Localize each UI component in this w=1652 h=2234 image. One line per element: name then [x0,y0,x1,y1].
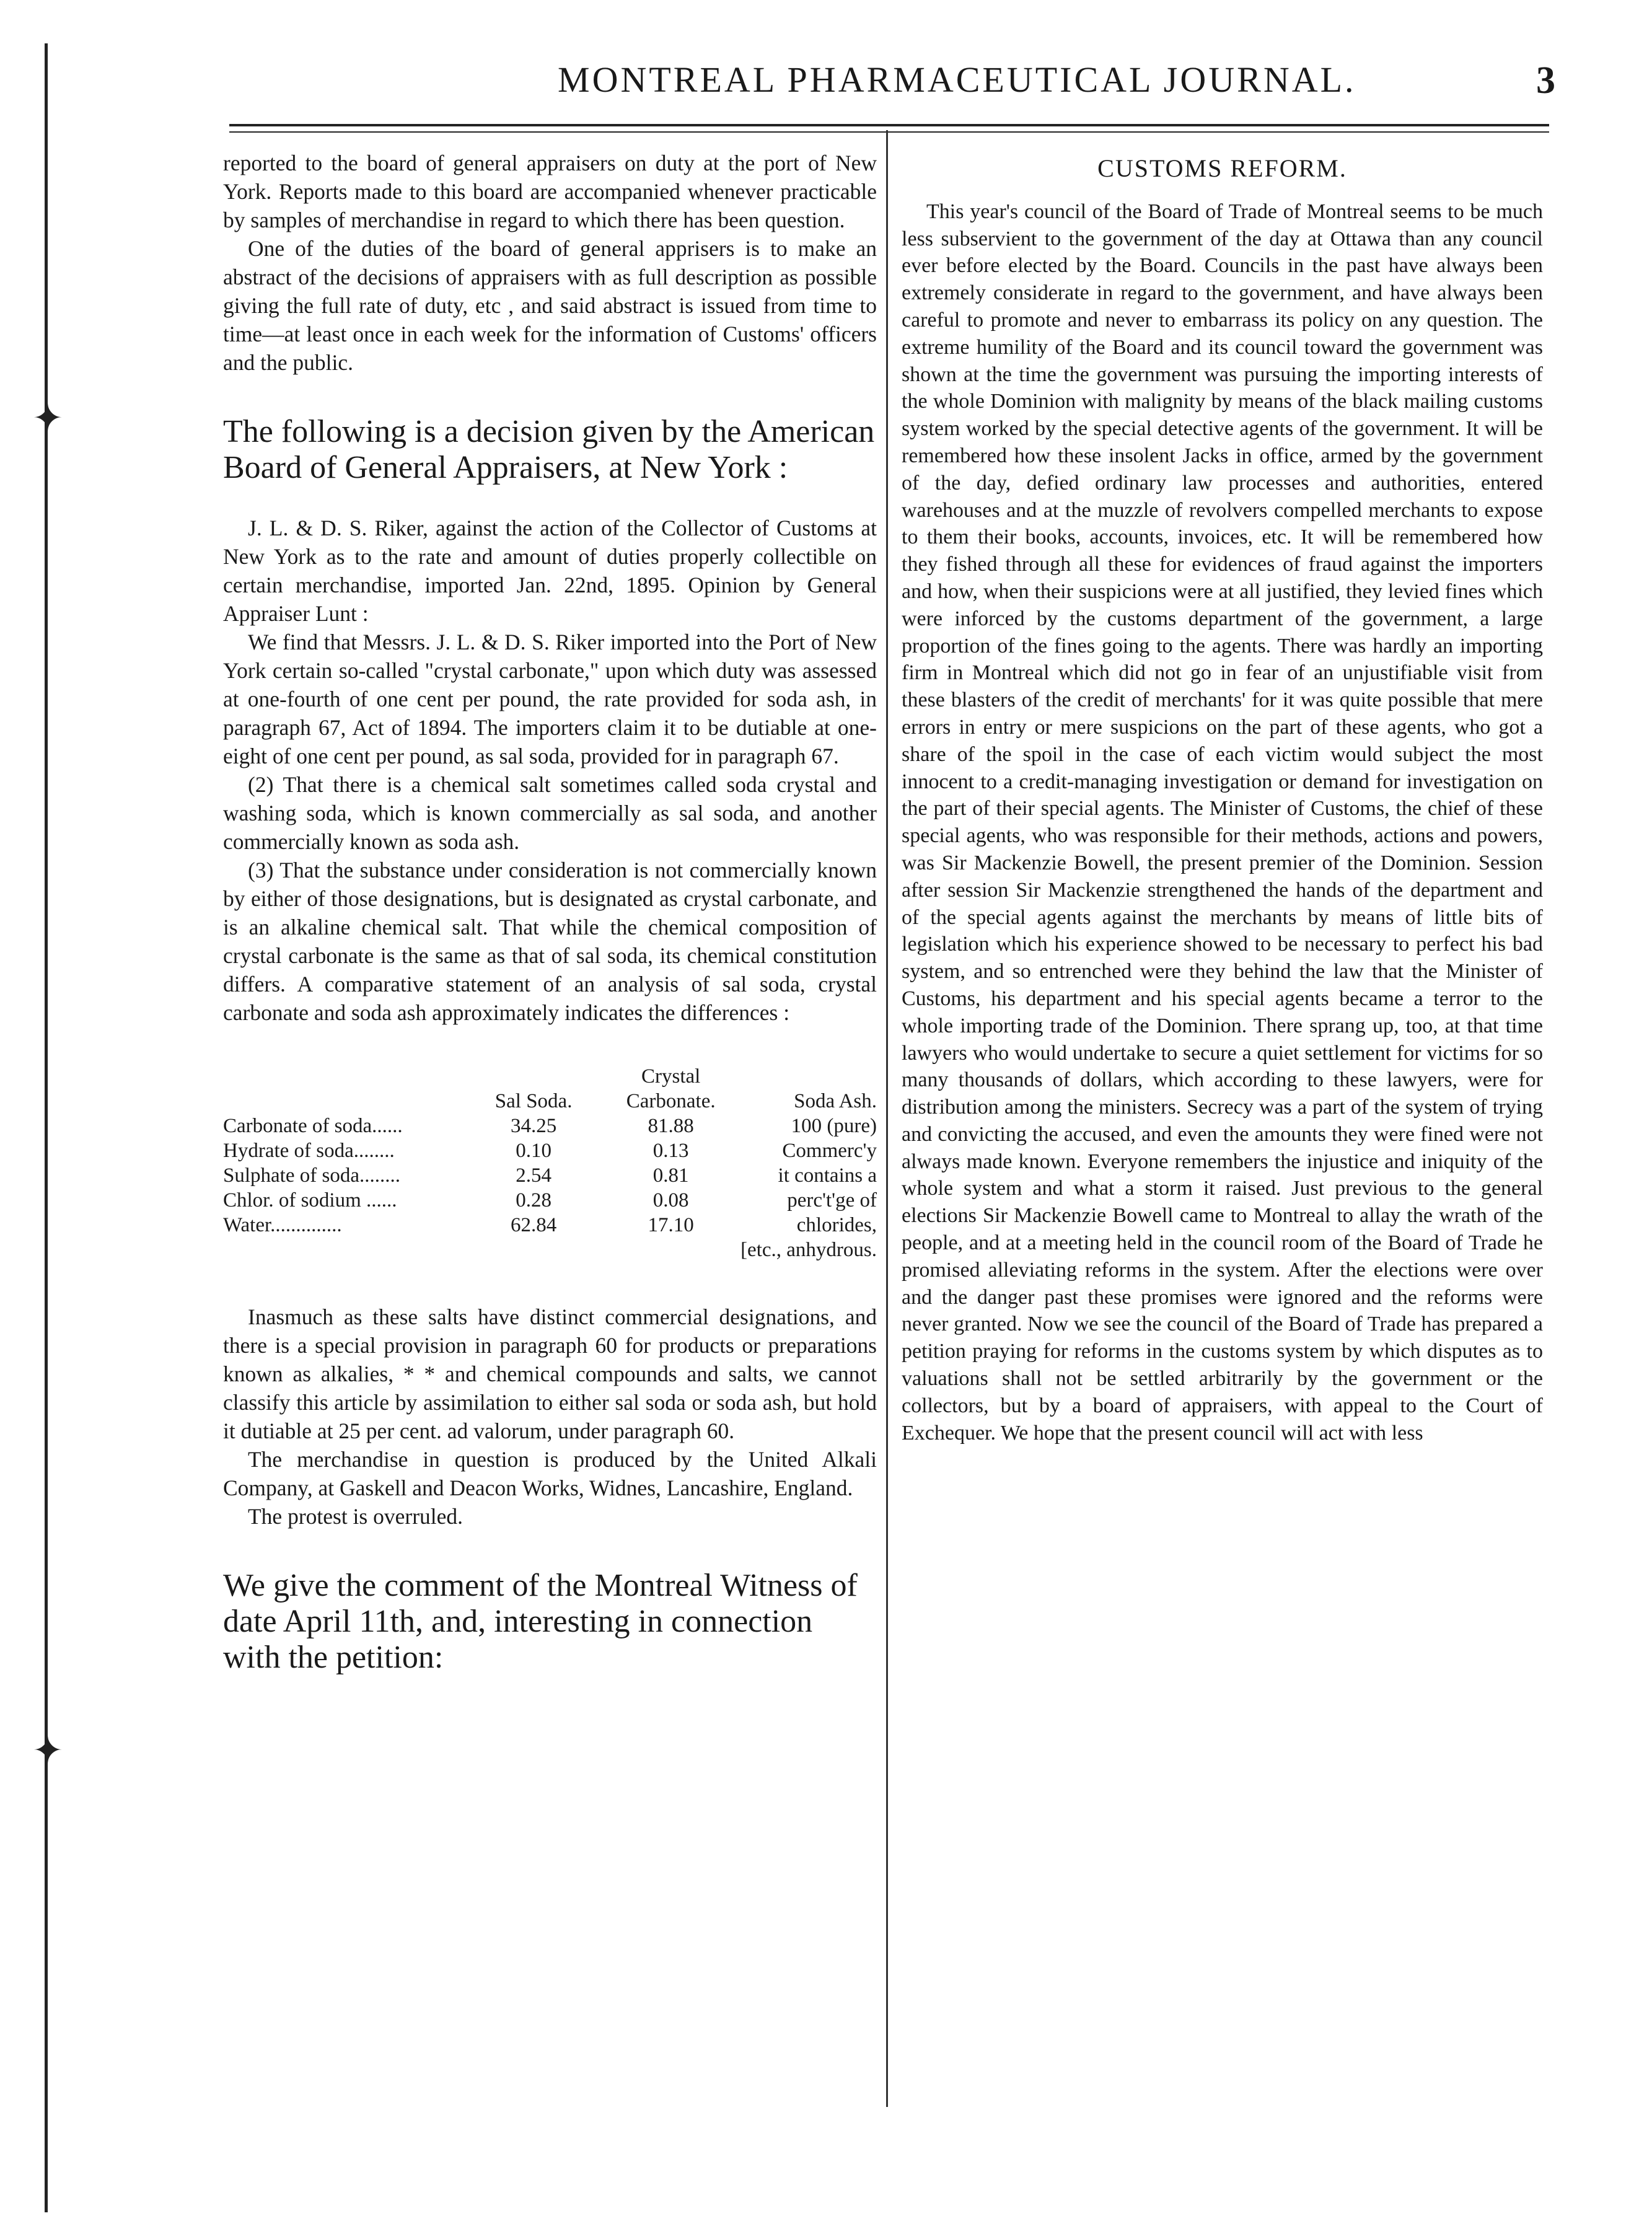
paragraph: Inasmuch as these salts have distinct commercial designations, and there is a special provision in paragraph 60 for products or preparations known as alkalies, * * and chemical compounds and salts, we cannot classify this article by assimilation to either sal soda or soda ash, but hold it dutiable at 25 per cent. ad valorum, under paragraph 60. [223,1304,877,1443]
table-header [223,1064,465,1114]
column-divider [886,130,888,2107]
table-row [223,1238,877,1262]
table-header-row [223,1064,877,1114]
section-heading: We give the comment of the Montreal Witness of date April 11th, and, interesting in connection with the petition: [223,1568,858,1675]
table-cell: 100 (pure) [791,1115,877,1137]
table-header: Sal Soda. [494,1090,573,1112]
table-cell: Chlor. of sodium ...... [223,1189,397,1212]
article-body: This year's council of the Board of Trade of Montreal seems to be much less subservient to the government of the day at Ottawa than any council ever before elected by the Board. Councils in the past have always been extremely considerate in regard to the government, and have always been careful to promote and never to embarrass its policy on any question. The extreme humility of the Board and its council toward the government was shown at the time the government was pursuing the importing interests of the whole Dominion with malignity by means of the black mailing customs system worked by the special detective agents of the government. It will be remembered how these insolent Jacks in office, armed by the government of the day, defied ordinary law processes and authorities, entered warehouses and at the muzzle of revolvers compelled merchants to expose to them their books, accounts, invoices, etc. It will be remembered how they fished through all these for evidences of fraud against the importers and how, when their suspicions were at all justified, they levied fines which were inforced by the customs department of the government, a large proportion of the fines going to the agents. There was hardly an importing firm in Montreal which did not go in fear of an unjustifiable visit from these blasters of the credit of merchants' for it was quite possible that mere errors in entry or mere suspicions on the part of these agents, who got a share of the spoil in the case of each victim would subject the most innocent to a credit-managing investigation or demand for investigation on the part of their special agents. The Minister of Customs, the chief of these special agents, who was responsible for their methods, actions and powers, was Sir Mackenzie Bowell, the present premier of the Dominion. Session after session Sir Mackenzie strengthened the hands of the department and of the special agents against the merchants by means of little bits of legislation which his experience showed to be necessary to perfect his bad system, and so entrenched were they behind the law that the Minister of Customs, his department and his special agents became a terror to the whole importing trade of the Dominion. There sprang up, too, at that time lawyers who would undertake to secure a quiet settlement for victims for so many thousands of dollars, which according to these lawyers, were for distribution among the ministers. Secrecy was a part of the system of trying and convicting the accused, and even the amounts they were fined were not always made known. Everyone remembers the injustice and iniquity of the whole system and what a storm it raised. Just previous to the general elections Sir Mackenzie Bowell came to Montreal to allay the wrath of the people, and at a meeting held in the council room of the Board of Trade he promised alleviating reforms in the system. After the elections were over and the danger past these promises were ignored and the reforms were never granted. Now we see the council of the Board of Trade has prepared a petition praying for reforms in the customs system by which disputes as to valuations shall not be settled arbitrarily by the government or the collectors, but by a board of appraisers, with appeal to the Court of Exchequer. We hope that the present council will act with less [902,200,1543,1445]
margin-rule [45,43,48,2212]
table-header: Crystal Carbonate. [626,1065,716,1112]
table-cell: 0.13 [652,1140,689,1162]
table-cell [465,1238,602,1262]
table-row [223,1188,877,1213]
table-cell: 81.88 [648,1115,694,1137]
table-cell: 0.10 [516,1140,551,1162]
paragraph: The merchandise in question is produced by the United Alkali Company, at Gaskell and Deacon Works, Widnes, Lancashire, England. [223,1447,877,1500]
table-cell: Sulphate of soda........ [223,1164,400,1187]
table-cell: 34.25 [510,1115,557,1137]
table-cell: it contains a [778,1164,877,1187]
table-cell [602,1238,740,1262]
journal-title: MONTREAL PHARMACEUTICAL JOURNAL. [558,59,1356,100]
table-cell: Carbonate of soda...... [223,1115,403,1137]
table-row [223,1114,877,1138]
table-header: Soda Ash. [794,1090,877,1112]
page-number: 3 [1536,59,1555,102]
paragraph: (2) That there is a chemical salt sometimes called soda crystal and washing soda, which is known commercially as sal soda, and another commercially known as soda ash. [223,772,877,854]
table-cell: 17.10 [648,1214,694,1236]
table-row [223,1138,877,1163]
right-column [902,149,1543,1446]
table-cell: perc't'ge of [787,1189,877,1212]
paragraph: reported to the board of general appraisers on duty at the port of New York. Reports made to this board are accompanied whenever practicable by samples of merchandise in regard to which there has been question. [223,151,877,232]
section-heading: The following is a decision given by the American Board of General Appraisers, at New York : [223,414,875,485]
analysis-table [223,1064,877,1262]
left-column [223,149,877,1704]
page-header [223,59,1555,115]
table-cell: Commerc'y [782,1140,877,1162]
paragraph: One of the duties of the board of general apprisers is to make an abstract of the decisions of appraisers with as full description as possible giving the full rate of duty, etc , and said abstract is issued from time to time—at least once in each week for the information of Customs' officers and the public. [223,236,877,375]
table-cell: 2.54 [516,1164,551,1187]
table-cell: Water.............. [223,1214,342,1236]
table-cell: chlorides, [796,1214,877,1236]
table-row [223,1213,877,1238]
paragraph: The protest is overruled. [248,1504,464,1529]
table-row [223,1163,877,1188]
table-cell: 0.28 [516,1189,551,1212]
table-cell: [etc., anhydrous. [740,1239,877,1261]
header-rule [229,131,1549,133]
table-cell: 62.84 [510,1214,557,1236]
article-heading: CUSTOMS REFORM. [1097,154,1347,182]
table-cell [223,1238,465,1262]
paragraph: We find that Messrs. J. L. & D. S. Riker imported into the Port of New York certain so-called "crystal carbonate," upon which duty was assessed at one-fourth of one cent per pound, the rate provided for soda ash, in paragraph 67, Act of 1894. The importers claim it to be dutiable at one-eight of one cent per pound, as sal soda, provided for in paragraph 67. [223,630,877,768]
table-cell: 0.81 [652,1164,689,1187]
table-cell: 0.08 [652,1189,689,1212]
header-rule [229,124,1549,126]
margin-mark: ✦ [32,398,64,439]
paragraph: J. L. & D. S. Riker, against the action of the Collector of Customs at New York as to the rate and amount of duties properly collectible on certain merchandise, imported Jan. 22nd, 1895. Opinion by General Appraiser Lunt : [223,516,877,626]
margin-mark: ✦ [32,1730,64,1771]
table-cell: Hydrate of soda........ [223,1140,395,1162]
paragraph: (3) That the substance under consideration is not commercially known by either of those designations, but is designated as crystal carbonate, and is an alkaline chemical salt. That while the chemical composition of crystal carbonate is the same as that of sal soda, its chemical constitution differs. A comparative statement of an analysis of sal soda, crystal carbonate and soda ash approximately indicates the differences : [223,858,877,1025]
